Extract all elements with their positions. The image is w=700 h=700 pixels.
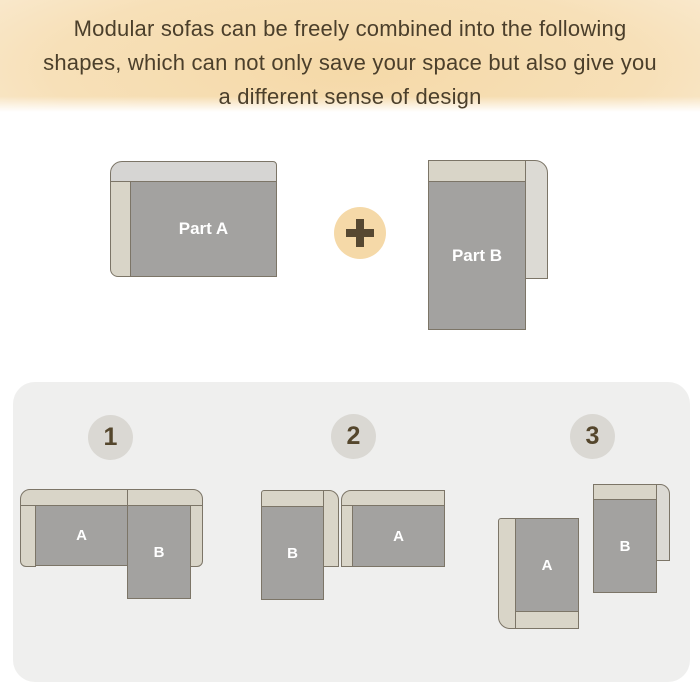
combo2-seat-b	[261, 506, 324, 600]
combination-3-number-badge	[570, 414, 615, 459]
combo3-seat-b-label: B	[619, 537, 631, 555]
header-text-line-1: Modular sofas can be freely combined into the following	[73, 16, 627, 41]
part-b-backrest	[428, 160, 526, 182]
part-a-seat	[130, 181, 277, 277]
combo3-seat-a-label: A	[541, 556, 553, 574]
combo3-backrest-b	[593, 484, 657, 500]
header-text-line-2: shapes, which can not only save your space but also give you	[43, 50, 657, 75]
combo2-seat-b-label: B	[287, 544, 298, 562]
header-text-line-3: a different sense of design	[218, 84, 482, 109]
combo3-backrest-a	[498, 518, 516, 629]
combo1-seat-a-label: A	[76, 527, 87, 544]
combo2-backrest-b	[261, 490, 324, 507]
part-b-armrest	[525, 160, 548, 279]
part-b-label: Part B	[451, 245, 503, 265]
combo1-seat-b-label: B	[153, 543, 165, 561]
plus-icon	[334, 207, 386, 259]
combo1-seat-b	[127, 505, 191, 599]
combo1-armrest-left	[20, 505, 36, 567]
combo1-armrest-right	[190, 505, 203, 567]
combination-3-number: 3	[585, 422, 600, 450]
part-a-label: Part A	[178, 219, 229, 238]
part-b-seat	[428, 181, 526, 330]
combo1-backrest-a	[20, 489, 128, 506]
combo3-seat-b	[593, 499, 657, 593]
combo2-seat-a-label: A	[393, 527, 404, 545]
combo2-armrest-b	[323, 490, 339, 567]
combination-1-number-badge	[88, 415, 133, 460]
combination-1-number: 1	[103, 423, 118, 451]
combination-2-number-badge	[331, 414, 376, 459]
combination-2-number: 2	[346, 422, 361, 450]
header-banner	[0, 0, 700, 112]
combo1-backrest-b	[127, 489, 203, 506]
combo2-seat-a	[352, 505, 445, 567]
combo3-seat-a	[515, 518, 579, 612]
part-a-armrest	[110, 181, 131, 277]
combo1-seat-a	[35, 505, 128, 566]
combo3-armrest-b	[656, 484, 670, 561]
combo2-backrest-a	[341, 490, 445, 506]
combo3-armrest-a	[515, 611, 579, 629]
part-a-backrest	[110, 161, 277, 182]
